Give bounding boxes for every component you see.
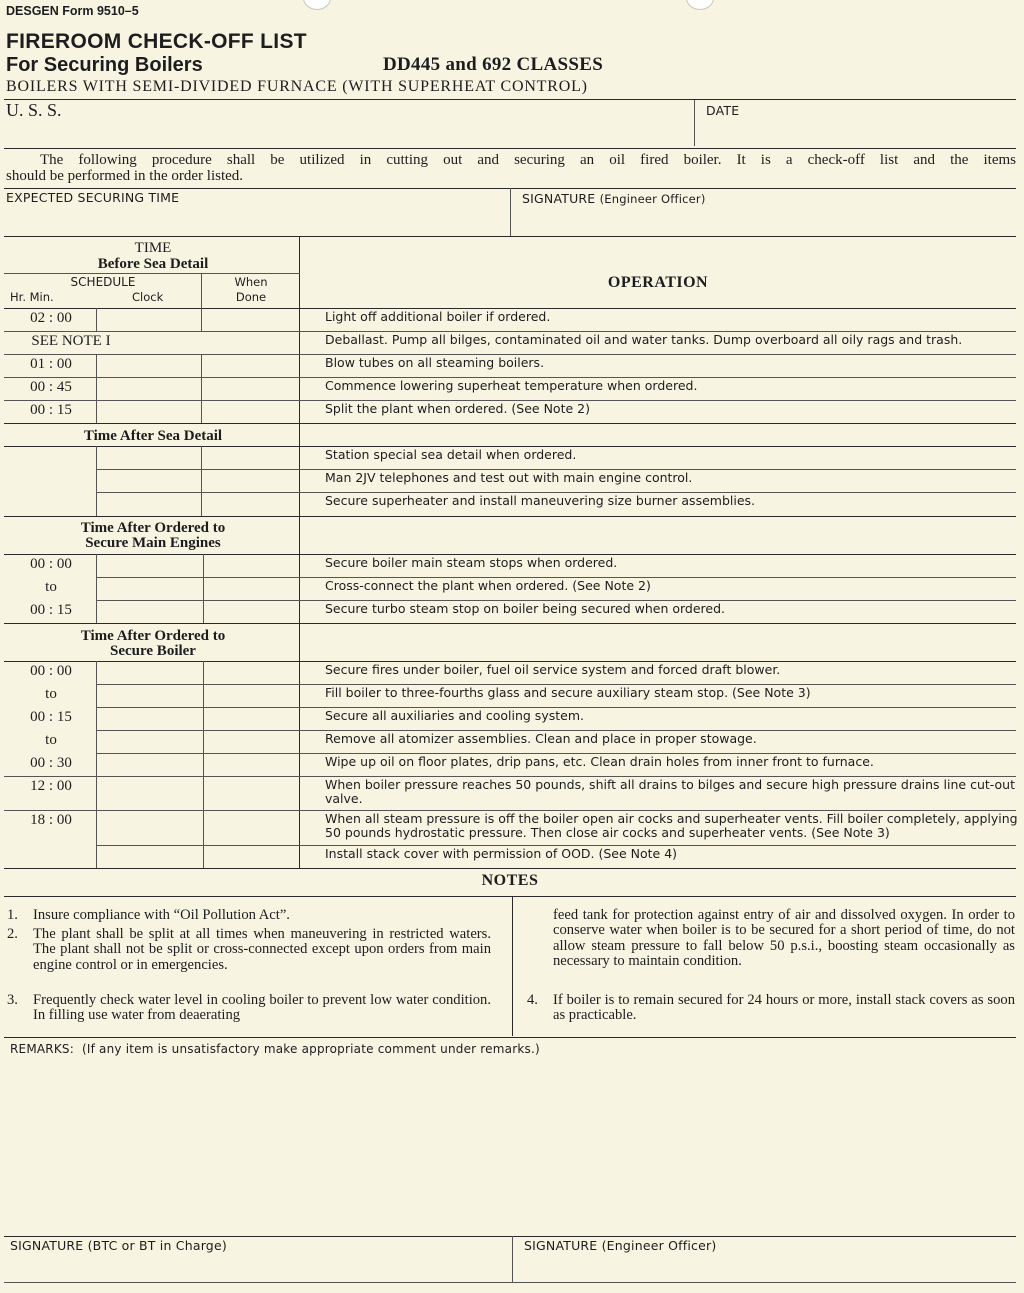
clock-label: Clock: [132, 290, 164, 304]
schedule-cell: 18 : 00: [30, 812, 72, 828]
section-after-main-engines: [6, 521, 300, 551]
schedule-cell: to: [45, 686, 57, 702]
signature-engineer-field[interactable]: [522, 208, 1012, 232]
schedule-cell: 01 : 00: [30, 356, 72, 372]
time-label: TIME: [134, 240, 172, 256]
schedule-cell: to: [45, 579, 57, 595]
schedule-cell: 00 : 00: [30, 663, 72, 679]
operation-cell: Blow tubes on all steaming boilers.: [325, 355, 545, 370]
schedule-cell: 00 : 45: [30, 379, 72, 395]
intro-line-2: should be performed in the order listed.: [6, 168, 244, 184]
date-field[interactable]: [706, 122, 1006, 140]
section-after-boiler: [6, 629, 300, 659]
operation-cell: When boiler pressure reaches 50 pounds, shift all drains to bilges and secure high pressure drains line cut-out valve.: [325, 777, 1015, 806]
ship-name-field[interactable]: [60, 122, 680, 140]
signature-engineer2-label: SIGNATURE (Engineer Officer): [524, 1238, 717, 1253]
note-text: The plant shall be split at all times when maneuvering in restricted waters. The plant shall not be split or cross-connected except upon orders from main engine control or in emergencies.: [33, 926, 491, 973]
operation-cell: Station special sea detail when ordered.: [325, 447, 577, 462]
operation-cell: Split the plant when ordered. (See Note 2): [325, 401, 590, 416]
time-header: [6, 240, 300, 272]
schedule-cell: 12 : 00: [30, 778, 72, 794]
form-title: FIREROOM CHECK-OFF LIST: [6, 30, 307, 53]
note-text: If boiler is to remain secured for 24 hours or more, install stack covers as soon as practicable.: [553, 992, 1015, 1024]
note-number: 3.: [7, 992, 18, 1008]
schedule-cell: 00 : 15: [30, 402, 72, 418]
schedule-cell: 00 : 00: [30, 556, 72, 572]
operation-cell: Secure superheater and install maneuvering size burner assemblies.: [325, 493, 756, 508]
intro-text: [6, 152, 1016, 184]
note-number: 4.: [527, 992, 538, 1008]
form-subtitle: For Securing Boilers: [6, 54, 203, 76]
signature-engineer-label: SIGNATURE (Engineer Officer): [522, 191, 706, 206]
when-done-label: [203, 275, 299, 305]
section-main-engines-line-2: Secure Main Engines: [85, 535, 221, 551]
operation-cell: Secure boiler main steam stops when ordered.: [325, 555, 618, 570]
ship-classes: DD445 and 692 CLASSES: [383, 54, 604, 75]
section-boiler-line-1: Time After Ordered to: [80, 628, 226, 644]
note-4: [527, 992, 1015, 1024]
hr-min-label: Hr. Min.: [10, 290, 54, 304]
section-main-engines-line-1: Time After Ordered to: [80, 520, 226, 536]
notes-title: NOTES: [481, 872, 539, 889]
when-label: When: [234, 275, 268, 289]
operation-cell: Fill boiler to three-fourths glass and secure auxiliary steam stop. (See Note 3): [325, 685, 811, 700]
signature-btc-label: SIGNATURE (BTC or BT in Charge): [10, 1238, 227, 1253]
schedule-cell: 00 : 15: [30, 602, 72, 618]
expected-time-label: EXPECTED SECURING TIME: [6, 190, 180, 205]
schedule-label: SCHEDULE: [70, 275, 136, 289]
note-text: Frequently check water level in cooling boiler to prevent low water condition. In filling use water from deaerating: [33, 992, 491, 1024]
expected-time-field[interactable]: [6, 208, 496, 232]
note-text: feed tank for protection against entry of air and dissolved oxygen. In order to conserve water when boiler is to be secured for a short period of time, do not allow steam pressure to fall below 50 p.s.i., boosting steam occasionally as necessary to maintain condition.: [553, 907, 1015, 970]
operation-cell: Man 2JV telephones and test out with main engine control.: [325, 470, 693, 485]
operation-cell: Secure turbo steam stop on boiler being secured when ordered.: [325, 601, 725, 616]
binder-hole-right: [686, 0, 714, 10]
ship-label: U. S. S.: [6, 100, 62, 120]
schedule-cell: SEE NOTE I: [31, 333, 111, 349]
operation-cell: Remove all atomizer assemblies. Clean and place in proper stowage.: [325, 731, 757, 746]
note-3-continued: [553, 908, 1015, 970]
section-boiler-line-2: Secure Boiler: [110, 643, 196, 659]
operation-cell: Secure all auxiliaries and cooling system.: [325, 708, 584, 723]
binder-hole-left: [303, 0, 331, 10]
form-number: DESGEN Form 9510–5: [6, 4, 139, 18]
operation-cell: Cross-connect the plant when ordered. (See Note 2): [325, 578, 651, 593]
remarks-label: [10, 1042, 540, 1056]
schedule-cell: 00 : 15: [30, 709, 72, 725]
note-number: 2.: [7, 926, 18, 942]
operation-cell: When all steam pressure is off the boiler open air cocks and superheater vents. Fill boiler completely, applying 50 pounds hydrostatic pressure. Then close air cocks and superheater vents. (See Note 3): [325, 811, 1018, 840]
signature-engineer2-field[interactable]: [520, 1256, 1014, 1280]
note-1: [7, 907, 491, 923]
operation-cell: Deballast. Pump all bilges, contaminated oil and water tanks. Dump overboard all oily rags and trash.: [325, 332, 963, 347]
operation-cell: Install stack cover with permission of OOD. (See Note 4): [325, 846, 678, 861]
signature-btc-field[interactable]: [6, 1256, 506, 1280]
operation-cell: Wipe up oil on floor plates, drip pans, etc. Clean drain holes from inner front to furnace.: [325, 754, 874, 769]
schedule-cell: 00 : 30: [30, 755, 72, 771]
remarks-field[interactable]: [6, 1062, 1016, 1232]
section-after-sea-detail: Time After Sea Detail: [83, 428, 223, 444]
remarks-hint: (If any item is unsatisfactory make appropriate comment under remarks.): [81, 1042, 540, 1056]
note-3: [7, 992, 491, 1024]
remarks-title: REMARKS:: [10, 1042, 74, 1056]
operation-cell: Secure fires under boiler, fuel oil service system and forced draft blower.: [325, 662, 781, 677]
note-2: [7, 926, 491, 973]
operation-header: OPERATION: [607, 274, 709, 291]
operation-cell: Commence lowering superheat temperature when ordered.: [325, 378, 698, 393]
date-label: DATE: [706, 103, 740, 118]
schedule-cell: to: [45, 732, 57, 748]
schedule-cell: 02 : 00: [30, 310, 72, 326]
before-sea-detail-label: Before Sea Detail: [97, 256, 209, 272]
operation-cell: Light off additional boiler if ordered.: [325, 309, 551, 324]
intro-line-1: The following procedure shall be utilized in cutting out and securing an oil fired boiler. It is a check-off list and the items: [40, 152, 1016, 168]
note-text: Insure compliance with “Oil Pollution Act”.: [33, 907, 290, 923]
boiler-type: BOILERS WITH SEMI-DIVIDED FURNACE (WITH SUPERHEAT CONTROL): [6, 78, 588, 95]
done-label: Done: [235, 290, 267, 304]
note-number: 1.: [7, 907, 18, 923]
